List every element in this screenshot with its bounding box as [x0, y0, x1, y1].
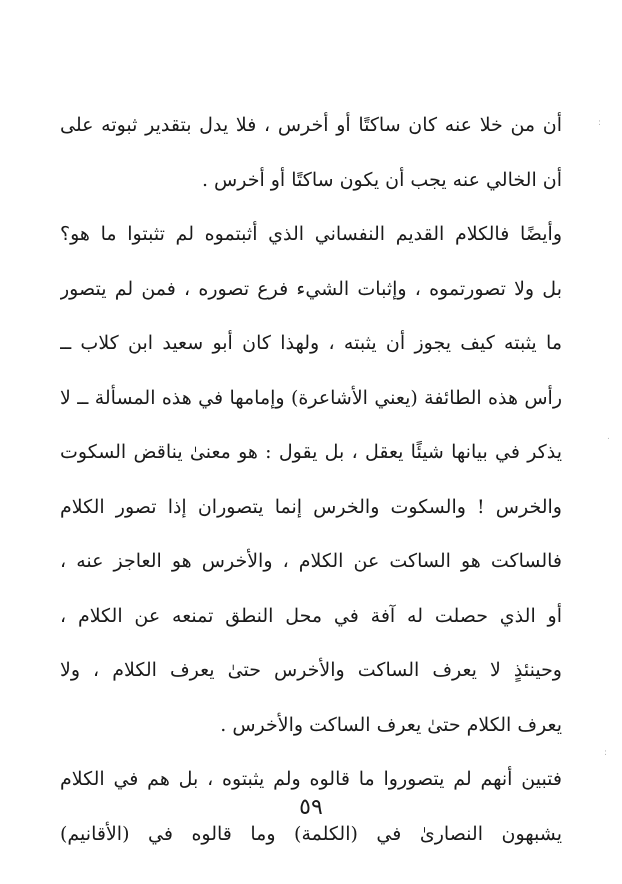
text-line: أن من خلا عنه كان ساكتًا أو أخرس ، فلا يدل بتقدير ثبوته على: [60, 114, 562, 136]
text-line: وحينئذٍ لا يعرف الساكت والأخرس حتىٰ يعرف الكلام ، ولا: [60, 659, 562, 681]
text-line: والخرس ! والسكوت والخرس إنما يتصوران إذا تصور الكلام: [60, 495, 562, 518]
body-text: [60, 98, 562, 861]
page-number: ٥٩: [299, 795, 323, 820]
text-line: أو الذي حصلت له آفة في محل النطق تمنعه عن الكلام ،: [60, 604, 562, 627]
margin-mark: :: [604, 748, 608, 758]
text-line: أن الخالي عنه يجب أن يكون ساكتًا أو أخرس .: [201, 168, 562, 191]
margin-mark: .: [607, 432, 610, 442]
text-line: وأيضًا فالكلام القديم النفساني الذي أثبتموه لم تثبتوا ما هو؟: [60, 223, 562, 245]
text-line: فتبين أنهم لم يتصوروا ما قالوه ولم يثبتوه ، بل هم في الكلام: [60, 768, 562, 790]
text-line: يعرف الكلام حتىٰ يعرف الساكت والأخرس .: [220, 713, 562, 736]
text-line: رأس هذه الطائفة (يعني الأشاعرة) وإمامها في هذه المسألة ــ لا: [60, 386, 562, 409]
text-line: بل ولا تصورتموه ، وإثبات الشيء فرع تصوره ، فمن لم يتصور: [60, 277, 562, 300]
text-line: يذكر في بيانها شيئًا يعقل ، بل يقول : هو معنىٰ يناقض السكوت: [60, 441, 562, 463]
text-line: فالساكت هو الساكت عن الكلام ، والأخرس هو العاجز عنه ،: [60, 550, 562, 572]
text-line: ما يثبته كيف يجوز أن يثبته ، ولهذا كان أبو سعيد ابن كلاب ــ: [60, 332, 562, 354]
text-line: يشبهون النصارىٰ في (الكلمة) وما قالوه في (الأقانيم): [60, 822, 562, 845]
margin-mark: :: [598, 118, 602, 128]
